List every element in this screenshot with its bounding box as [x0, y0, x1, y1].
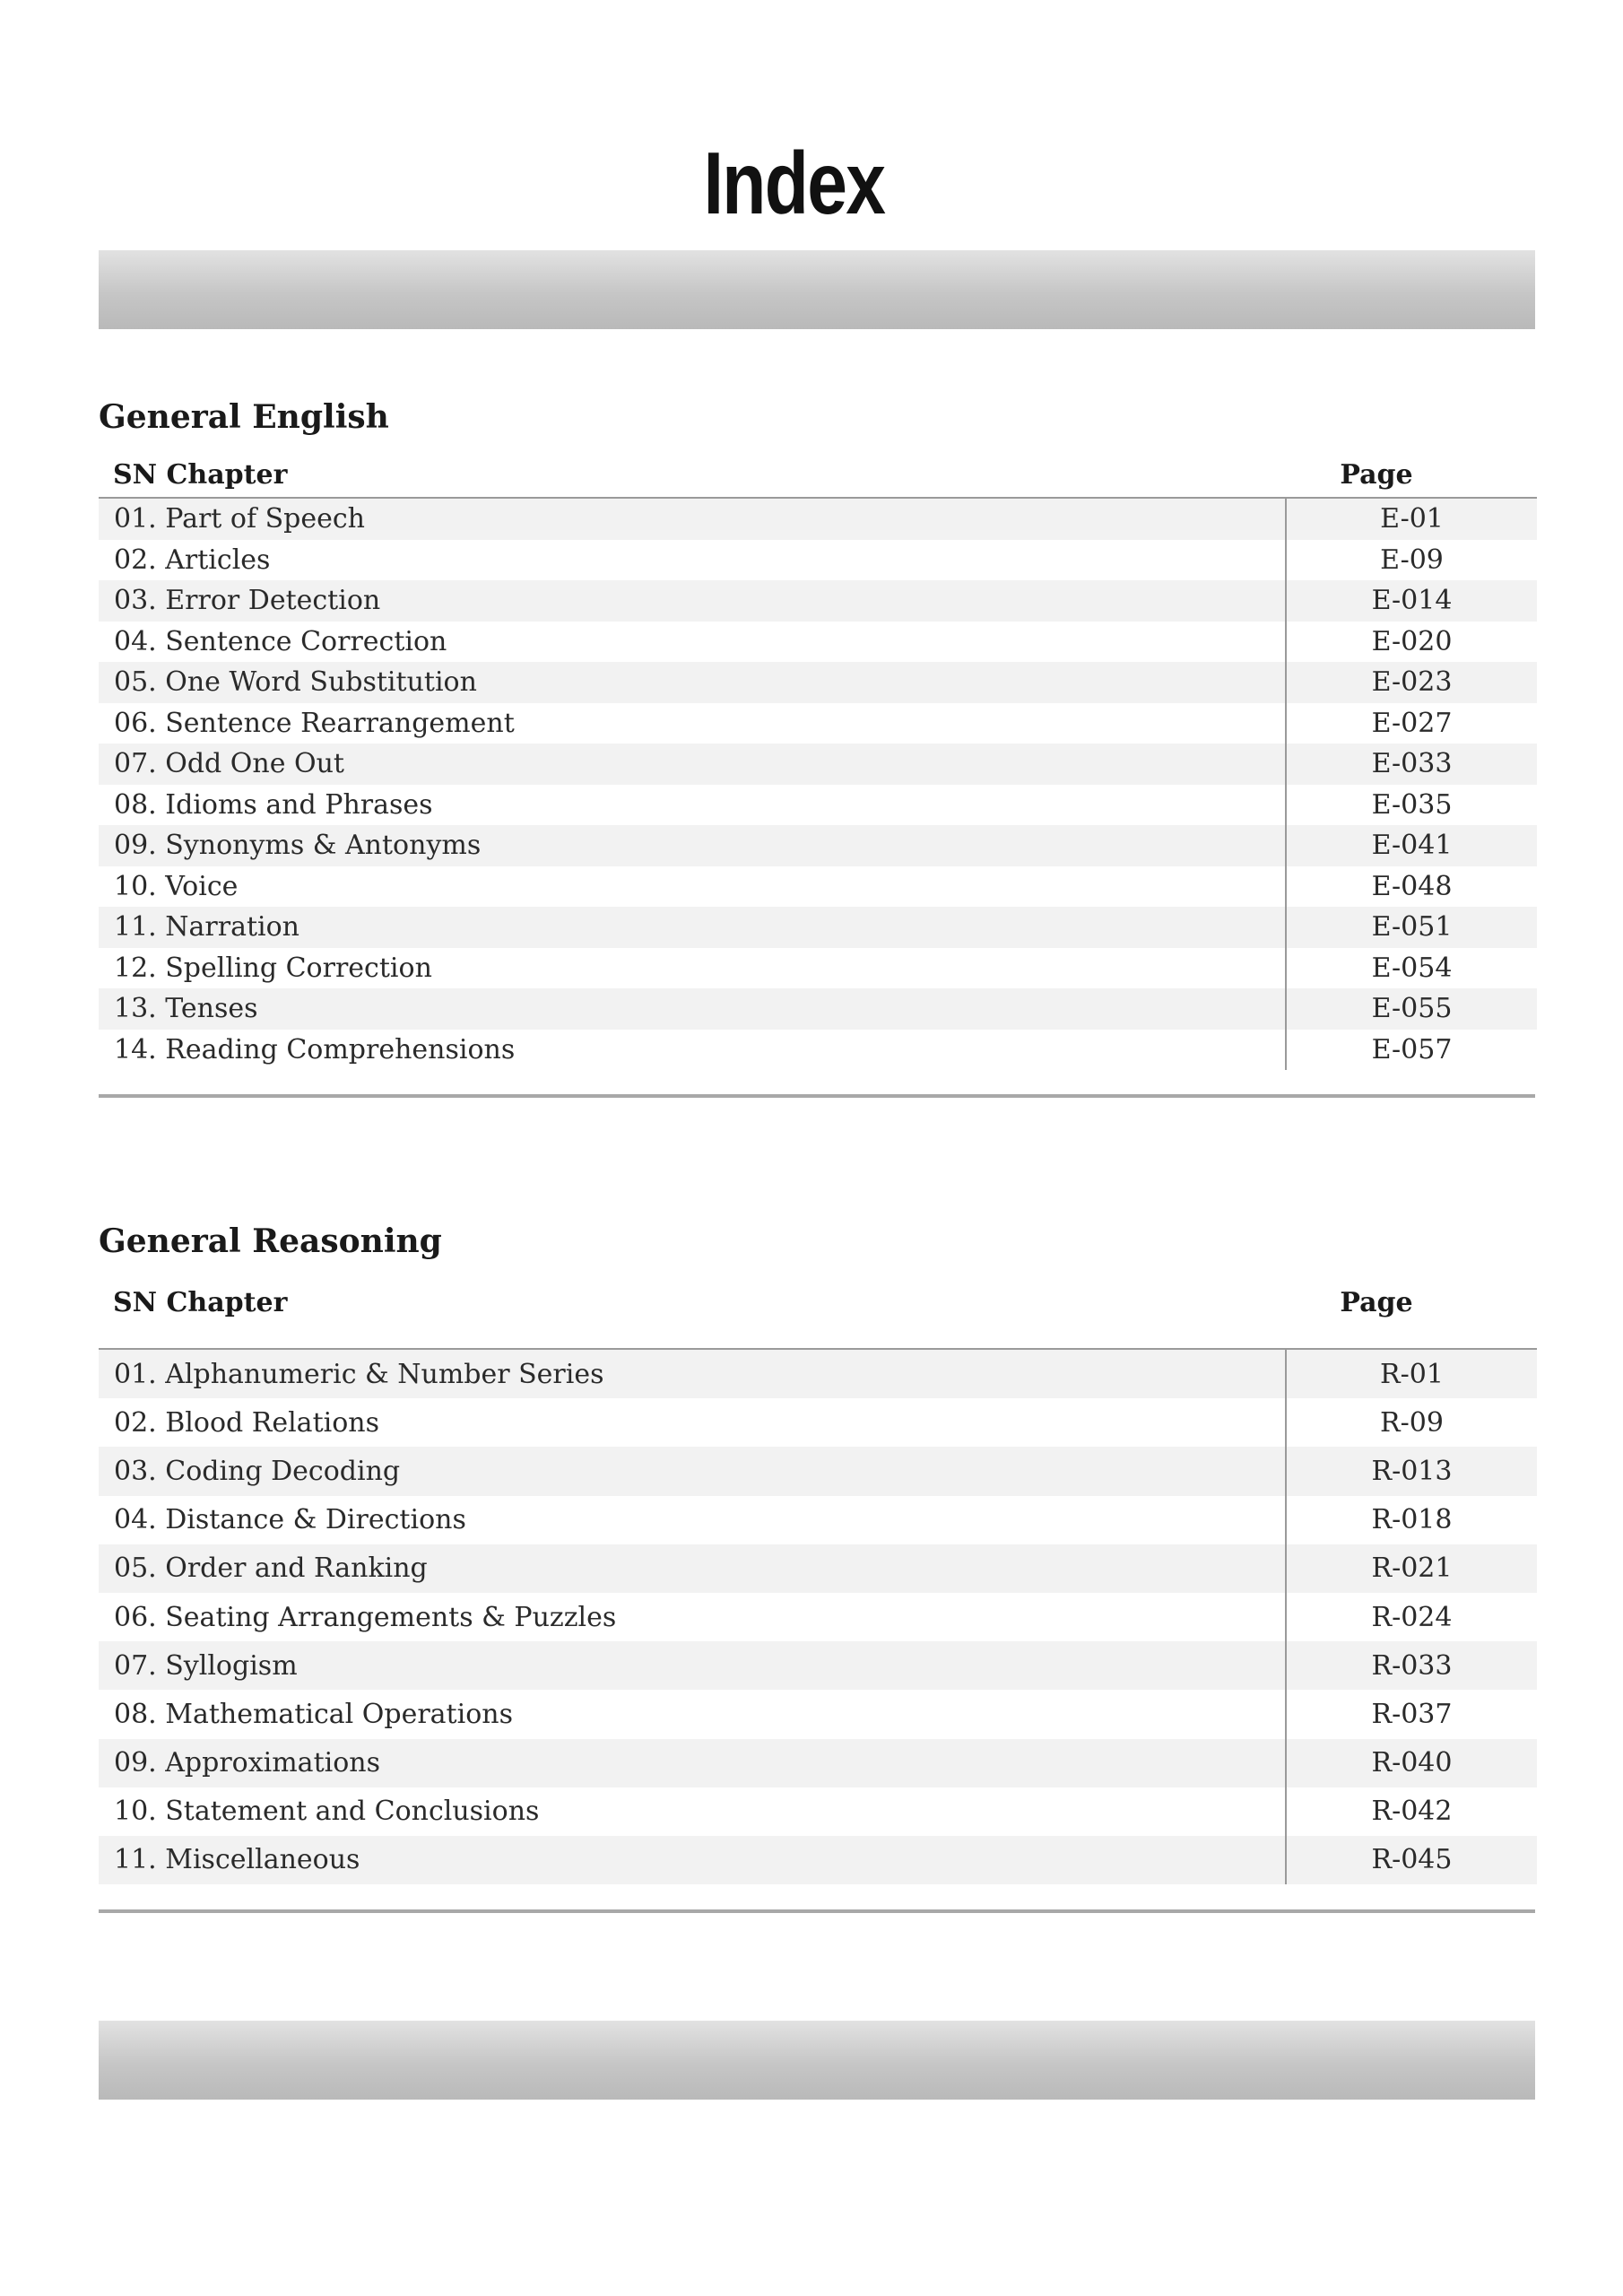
page-cell: R-013 [1371, 1455, 1453, 1487]
table-row [99, 1787, 1537, 1836]
chapter-cell: 06. Sentence Rearrangement [99, 703, 1287, 744]
chapter-cell: 09. Approximations [99, 1739, 1287, 1787]
table-row [99, 1836, 1537, 1884]
chapter-cell: 07. Syllogism [99, 1641, 1287, 1690]
column-header-chapter: SN Chapter [113, 1287, 288, 1318]
chapter-cell: 05. One Word Substitution [99, 662, 1287, 703]
chapter-cell: 03. Coding Decoding [99, 1447, 1287, 1495]
chapter-cell: 09. Synonyms & Antonyms [99, 825, 1287, 866]
table-row [99, 988, 1537, 1030]
table-row [99, 744, 1537, 785]
page-cell: E-048 [1371, 870, 1453, 902]
page-cell: R-037 [1371, 1698, 1453, 1730]
table-body [99, 499, 1537, 1070]
table-body [99, 1350, 1537, 1884]
page-cell: E-033 [1371, 748, 1453, 780]
table-row [99, 703, 1537, 744]
page-cell: E-057 [1371, 1033, 1453, 1065]
chapter-cell: 03. Error Detection [99, 580, 1287, 622]
table-row [99, 540, 1537, 581]
table-row [99, 1641, 1537, 1690]
chapter-cell: 11. Narration [99, 907, 1287, 948]
page-cell: R-033 [1371, 1649, 1453, 1682]
table-row [99, 499, 1537, 540]
table-row [99, 1030, 1537, 1071]
chapter-cell: 07. Odd One Out [99, 744, 1287, 785]
page-cell: E-035 [1371, 788, 1453, 821]
page-cell: E-041 [1371, 830, 1453, 862]
page-title: Index [703, 134, 885, 232]
table-row [99, 580, 1537, 622]
page-cell: R-09 [1380, 1406, 1444, 1439]
column-header-chapter: SN Chapter [113, 459, 288, 491]
chapter-cell: 01. Part of Speech [99, 499, 1287, 540]
chapter-cell: 10. Statement and Conclusions [99, 1787, 1287, 1836]
page-cell: E-023 [1371, 666, 1453, 699]
chapter-cell: 08. Idioms and Phrases [99, 785, 1287, 826]
page-cell: E-01 [1380, 503, 1444, 535]
table-row [99, 1496, 1537, 1544]
page-cell: E-020 [1371, 625, 1453, 657]
chapter-cell: 04. Sentence Correction [99, 622, 1287, 663]
table-row [99, 622, 1537, 663]
header-band [99, 250, 1535, 329]
page-cell: E-054 [1371, 952, 1453, 984]
chapter-cell: 11. Miscellaneous [99, 1836, 1287, 1884]
table-row [99, 866, 1537, 908]
chapter-cell: 02. Articles [99, 540, 1287, 581]
column-header-page: Page [1340, 1287, 1413, 1318]
page-cell: R-024 [1371, 1601, 1453, 1633]
page-cell: E-027 [1371, 707, 1453, 739]
section-end-rule [99, 1909, 1535, 1913]
column-header-page: Page [1340, 459, 1413, 491]
table-row [99, 1447, 1537, 1495]
table-row [99, 1690, 1537, 1738]
table-row [99, 825, 1537, 866]
page-cell: R-021 [1371, 1552, 1453, 1585]
page-cell: E-014 [1371, 585, 1453, 617]
chapter-cell: 02. Blood Relations [99, 1398, 1287, 1447]
page-cell: R-01 [1380, 1358, 1444, 1390]
section-heading-english: General English [99, 398, 389, 436]
table-row [99, 785, 1537, 826]
chapter-cell: 06. Seating Arrangements & Puzzles [99, 1593, 1287, 1641]
chapter-cell: 04. Distance & Directions [99, 1496, 1287, 1544]
chapter-cell: 10. Voice [99, 866, 1287, 908]
section-heading-reasoning: General Reasoning [99, 1222, 442, 1260]
page-cell: E-09 [1380, 544, 1444, 576]
table-row [99, 1739, 1537, 1787]
page-cell: R-042 [1371, 1796, 1453, 1828]
page-cell: R-018 [1371, 1504, 1453, 1536]
chapter-cell: 12. Spelling Correction [99, 948, 1287, 989]
table-row [99, 907, 1537, 948]
table-row [99, 948, 1537, 989]
page-cell: R-040 [1371, 1747, 1453, 1779]
chapter-cell: 01. Alphanumeric & Number Series [99, 1350, 1287, 1398]
chapter-cell: 13. Tenses [99, 988, 1287, 1030]
page-cell: E-051 [1371, 911, 1453, 944]
chapter-cell: 08. Mathematical Operations [99, 1690, 1287, 1738]
chapter-cell: 05. Order and Ranking [99, 1544, 1287, 1593]
table-row [99, 1398, 1537, 1447]
table-row [99, 1350, 1537, 1398]
footer-band [99, 2021, 1535, 2100]
table-row [99, 1593, 1537, 1641]
page-cell: R-045 [1371, 1844, 1453, 1876]
table-row [99, 1544, 1537, 1593]
table-row [99, 662, 1537, 703]
section-end-rule [99, 1094, 1535, 1098]
page-cell: E-055 [1371, 993, 1453, 1025]
chapter-cell: 14. Reading Comprehensions [99, 1030, 1287, 1071]
